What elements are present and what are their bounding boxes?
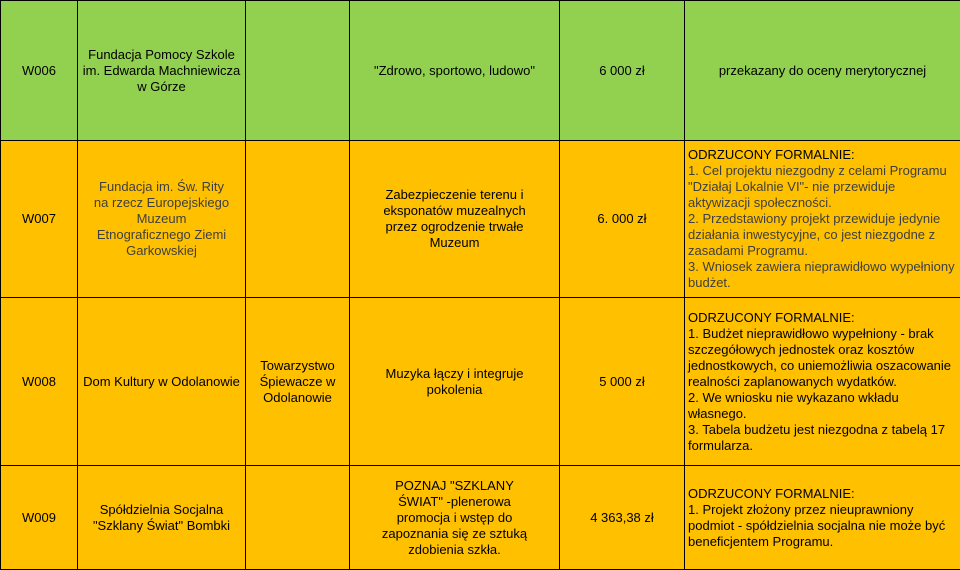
requested-amount: 6. 000 zł xyxy=(560,141,685,298)
application-id: W008 xyxy=(1,298,78,466)
requested-amount: 5 000 zł xyxy=(560,298,685,466)
status-reason: 3. Tabela budżetu jest niezgodna z tabelą 17 formularza. xyxy=(688,422,957,454)
table-row xyxy=(1,298,960,466)
applicant-name: Fundacja Pomocy Szkole im. Edwarda Machniewicza w Górze xyxy=(78,1,246,141)
status-cell xyxy=(685,466,960,570)
application-id: W009 xyxy=(1,466,78,570)
partner-name xyxy=(246,1,350,141)
requested-amount: 6 000 zł xyxy=(560,1,685,141)
status-heading: ODRZUCONY FORMALNIE: xyxy=(688,310,957,326)
project-title: "Zdrowo, sportowo, ludowo" xyxy=(350,1,560,141)
applicant-name: Spółdzielnia Socjalna "Szklany Świat" Bombki xyxy=(78,466,246,570)
table-row xyxy=(1,466,960,570)
status-cell xyxy=(685,141,960,298)
status-heading: ODRZUCONY FORMALNIE: xyxy=(688,486,957,502)
project-title: POZNAJ "SZKLANY ŚWIAT" -plenerowa promocja i wstęp do zapoznania się ze sztuką zdobienia szkła. xyxy=(350,466,560,570)
status-cell xyxy=(685,1,960,141)
status-reason: 1. Cel projektu niezgodny z celami Programu "Działaj Lokalnie VI"- nie przewiduje aktywizacji społeczności. xyxy=(688,163,957,211)
status-reason: 2. Przedstawiony projekt przewiduje jedynie działania inwestycyjne, co jest niezgodne z zasadami Programu. xyxy=(688,211,957,259)
partner-name xyxy=(246,141,350,298)
status-reason: 2. We wniosku nie wykazano wkładu własnego. xyxy=(688,390,957,422)
status-line: przekazany do oceny merytorycznej xyxy=(719,63,926,78)
status-reason: 1. Budżet nieprawidłowo wypełniony - brak szczegółowych jednostek oraz kosztów jednostkowych, co uniemożliwia oszacowanie realności zaplanowanych wydatków. xyxy=(688,326,957,390)
project-title: Muzyka łączy i integruje pokolenia xyxy=(350,298,560,466)
applicant-name: Fundacja im. Św. Rity na rzecz Europejskiego Muzeum Etnograficznego Ziemi Garkowskiej xyxy=(78,141,246,298)
table-row xyxy=(1,1,960,141)
partner-name: Towarzystwo Śpiewacze w Odolanowie xyxy=(246,298,350,466)
requested-amount: 4 363,38 zł xyxy=(560,466,685,570)
partner-name xyxy=(246,466,350,570)
status-reason: 1. Projekt złożony przez nieuprawniony podmiot - spółdzielnia socjalna nie może być beneficjentem Programu. xyxy=(688,502,957,550)
status-cell xyxy=(685,298,960,466)
project-title: Zabezpieczenie terenu i eksponatów muzealnych przez ogrodzenie trwałe Muzeum xyxy=(350,141,560,298)
applicant-name: Dom Kultury w Odolanowie xyxy=(78,298,246,466)
status-heading: ODRZUCONY FORMALNIE: xyxy=(688,147,957,163)
table-row xyxy=(1,141,960,298)
application-id: W007 xyxy=(1,141,78,298)
application-id: W006 xyxy=(1,1,78,141)
status-reason: 3. Wniosek zawiera nieprawidłowo wypełniony budżet. xyxy=(688,259,957,291)
